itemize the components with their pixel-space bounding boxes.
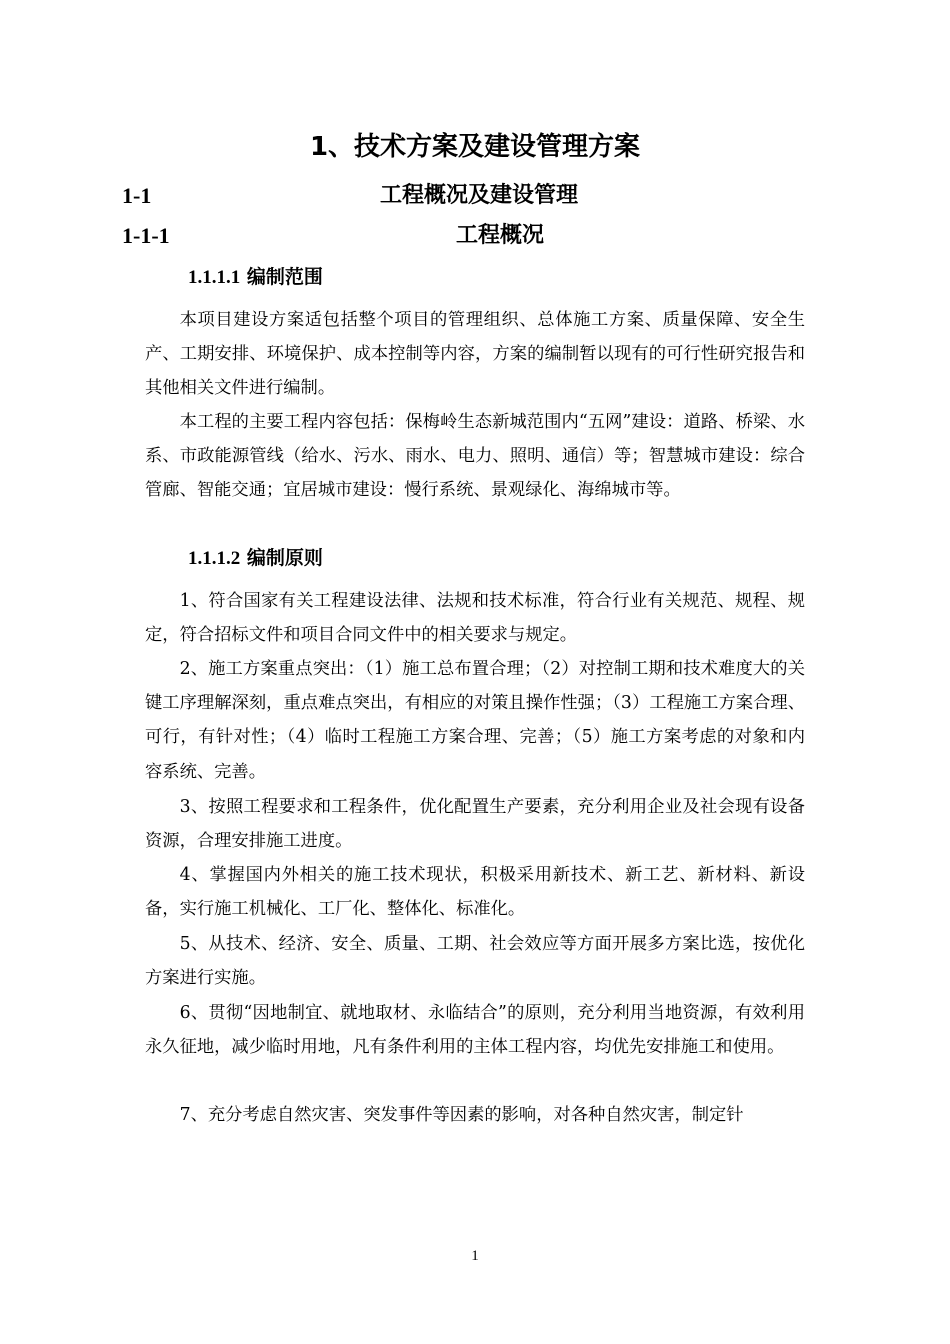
page-number: 1 <box>471 1248 479 1264</box>
principle-paragraph: 7、充分考虑自然灾害、突发事件等因素的影响，对各种自然灾害，制定针 <box>179 1105 744 1125</box>
section-title: 工程概况及建设管理 <box>380 183 579 208</box>
heading-scope-number: 1.1.1.1 <box>188 267 241 288</box>
section-number: 1-1 <box>122 183 152 208</box>
principle-paragraph: 4、掌握国内外相关的施工技术现状，积极采用新技术、新工艺、新材料、新设备，实行施工机械化、工厂化、整体化、标准化。 <box>145 865 805 920</box>
principle-paragraph: 6、贯彻“因地制宜、就地取材、永临结合”的原则，充分利用当地资源，有效利用永久征地，减少临时用地，凡有条件利用的主体工程内容，均优先安排施工和使用。 <box>145 1003 805 1058</box>
principle-paragraph: 5、从技术、经济、安全、质量、工期、社会效应等方面开展多方案比选，按优化方案进行实施。 <box>145 934 805 989</box>
section-heading <box>122 178 842 214</box>
heading-principles <box>188 543 323 574</box>
scope-paragraph: 本工程的主要工程内容包括：保梅岭生态新城范围内“五网”建设：道路、桥梁、水系、市政能源管线（给水、污水、雨水、电力、照明、通信）等；智慧城市建设：综合管廊、智能交通；宜居城市建设：慢行系统、景观绿化、海绵城市等。 <box>145 412 805 501</box>
subsection-heading <box>122 218 842 254</box>
heading-principles-title: 编制原则 <box>246 547 323 569</box>
principle-paragraph: 2、施工方案重点突出：（1）施工总布置合理；（2）对控制工期和技术难度大的关键工序理解深刻，重点难点突出，有相应的对策且操作性强；（3）工程施工方案合理、可行，有针对性；（4）临时工程施工方案合理、完善；（5）施工方案考虑的对象和内容系统、完善。 <box>145 659 805 782</box>
principle-paragraph: 1、符合国家有关工程建设法律、法规和技术标准，符合行业有关规范、规程、规定，符合招标文件和项目合同文件中的相关要求与规定。 <box>145 591 805 646</box>
heading-scope <box>188 262 323 293</box>
heading-principles-number: 1.1.1.2 <box>188 548 241 569</box>
heading-scope-title: 编制范围 <box>246 266 323 288</box>
document-title: 1、技术方案及建设管理方案 <box>309 132 641 162</box>
subsection-number: 1-1-1 <box>122 223 170 248</box>
principle-paragraph: 3、按照工程要求和工程条件，优化配置生产要素，充分利用企业及社会现有设备资源，合理安排施工进度。 <box>145 797 805 852</box>
subsection-title: 工程概况 <box>456 223 545 248</box>
scope-paragraph: 本项目建设方案适包括整个项目的管理组织、总体施工方案、质量保障、安全生产、工期安排、环境保护、成本控制等内容，方案的编制暂以现有的可行性研究报告和其他相关文件进行编制。 <box>145 310 805 399</box>
